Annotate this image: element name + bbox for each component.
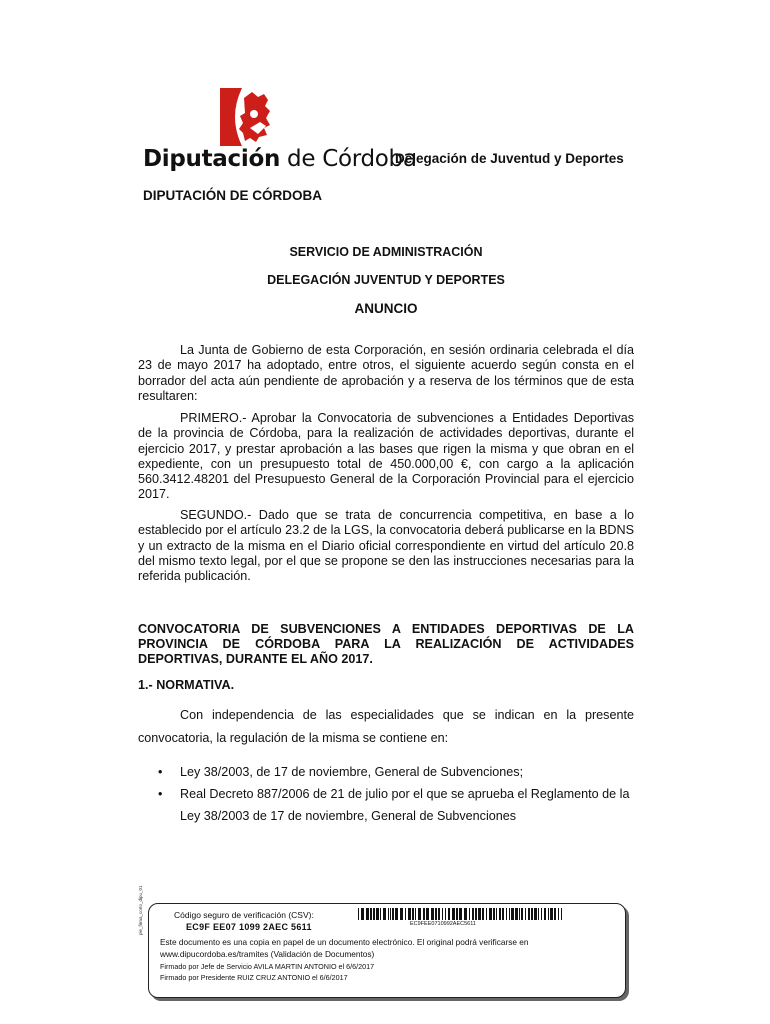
announcement-title: ANUNCIO bbox=[354, 301, 418, 316]
copy-note-line-2: www.dipucordoba.es/tramites (Validación de Documentos) bbox=[160, 949, 375, 959]
list-item bbox=[138, 783, 634, 827]
signature-line-2: Firmado por Presidente RUIZ CRUZ ANTONIO el 6/6/2017 bbox=[160, 973, 348, 982]
list-item-text: Ley 38/2003, de 17 de noviembre, General de Subvenciones; bbox=[180, 765, 524, 779]
list-item-text: Real Decreto 887/2006 de 21 de julio por el que se aprueba el Reglamento de la Ley 38/2003 de 17 de noviembre, General de Subvenciones bbox=[180, 787, 630, 823]
logo-wordmark-bold: Diputación bbox=[143, 146, 281, 172]
paragraph-primero: PRIMERO.- Aprobar la Convocatoria de subvenciones a Entidades Deportivas de la provincia de Córdoba, para la realización de actividades deportivas, durante el ejercicio 2017, y prestar aprobación a las bases que rigen la misma y que obran en el expediente, con un presupuesto total de 450.000,00 €, con cargo a la aplicación 560.3412.48201 del Presupuesto General de la Corporación Provincial para el ejercicio 2017. bbox=[138, 411, 634, 502]
diputacion-logo-icon bbox=[220, 88, 282, 146]
bullet-icon: • bbox=[158, 765, 163, 779]
barcode-icon bbox=[358, 908, 562, 920]
list-item bbox=[138, 761, 634, 783]
side-reference-text: pie_firma_corto_dipu_01 bbox=[138, 885, 143, 935]
paragraph-intro: La Junta de Gobierno de esta Corporación, en sesión ordinaria celebrada el día 23 de mayo 2017 ha adoptado, entre otros, el siguiente acuerdo según consta en el borrador del acta aún pendiente de aprobación y a reserva de los términos que de esta resultaren: bbox=[138, 343, 634, 403]
normativa-list bbox=[138, 761, 634, 827]
service-title: SERVICIO DE ADMINISTRACIÓN bbox=[289, 245, 483, 259]
csv-label: Código seguro de verificación (CSV): bbox=[174, 910, 314, 920]
barcode-text: EC9FEE0710992AEC5611 bbox=[410, 921, 476, 927]
copy-note-line-1: Este documento es una copia en papel de un documento electrónico. El original podrá verificarse en bbox=[160, 937, 529, 947]
paragraph-normativa-intro: Con independencia de las especialidades que se indican en la presente convocatoria, la regulación de la misma se contiene en: bbox=[138, 708, 634, 745]
signature-line-1: Firmado por Jefe de Servicio AVILA MARTIN ANTONIO el 6/6/2017 bbox=[160, 962, 375, 971]
logo-wordmark-rest: de Córdoba bbox=[280, 146, 417, 172]
csv-code: EC9F EE07 1099 2AEC 5611 bbox=[186, 922, 312, 932]
convocatoria-title: CONVOCATORIA DE SUBVENCIONES A ENTIDADES DEPORTIVAS DE LA PROVINCIA DE CÓRDOBA PARA LA REALIZACIÓN DE ACTIVIDADES DEPORTIVAS, DURANTE EL AÑO 2017. bbox=[138, 622, 634, 666]
logo-wordmark bbox=[143, 146, 417, 172]
paragraph-segundo: SEGUNDO.- Dado que se trata de concurrencia competitiva, en base a lo establecido por el artículo 23.2 de la LGS, la convocatoria deberá publicarse en la BDNS y un extracto de la misma en el Diario oficial correspondiente en virtud del artículo 20.8 del mismo texto legal, por el que se propone se den las instrucciones necesarias para la referida publicación. bbox=[138, 508, 634, 584]
bullet-icon: • bbox=[158, 787, 163, 801]
delegation-header: Delegación de Juventud y Deportes bbox=[395, 151, 624, 166]
section-heading-normativa: 1.- NORMATIVA. bbox=[138, 678, 235, 692]
organization-name: DIPUTACIÓN DE CÓRDOBA bbox=[143, 188, 323, 203]
delegation-title: DELEGACIÓN JUVENTUD Y DEPORTES bbox=[267, 273, 505, 287]
